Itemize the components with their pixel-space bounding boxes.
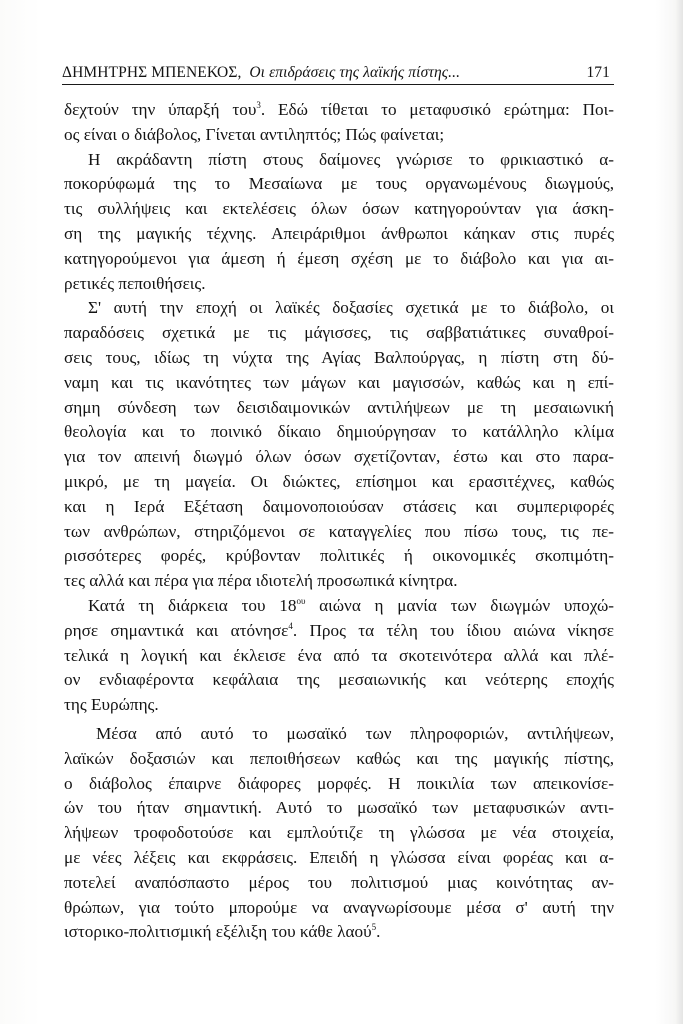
footnote-ref-4: 4 <box>288 620 293 631</box>
text-line: ρισσότερες φορές, κρύβονταν πολιτικές ή οικονομικές σκοπιμότη- <box>64 546 614 566</box>
text-line: με νέες λέξεις και εκφράσεις. Επειδή η γλώσσα είναι φορέας και α- <box>64 847 614 867</box>
text-line: παραδόσεις σχετικά με τις μάγισσες, τις σαββατιάτικες συναθροί- <box>64 323 614 343</box>
text-line: της Ευρώπης. <box>64 695 159 715</box>
text-line: Η ακράδαντη πίστη στους δαίμονες γνώρισε το φρικιαστικό α- <box>88 149 614 169</box>
text-line: λήψεων τροφοδοτούσε και εμπλούτιζε τη γλώσσα με νέα στοιχεία, <box>64 823 614 843</box>
paragraph-1 <box>64 98 614 148</box>
text-line: τελικά η λογική και έκλεισε ένα από τα σκοτεινότερα αλλά και πλέ- <box>64 645 614 665</box>
text-line: ον ενδιαφέροντα κεφάλαια της μεσαιωνικής και νεότερης εποχής <box>64 670 614 690</box>
text-line: Σ' αυτή την εποχή οι λαϊκές δοξασίες σχετικά με το διάβολο, οι <box>88 298 614 318</box>
text-line: ών του ήταν σημαντική. Αυτό το μωσαϊκό των μεταφυσικών αντι- <box>64 798 614 818</box>
text-line: θεολογία και το ποινικό δίκαιο δημιούργησαν το κατάλληλο κλίμα <box>64 422 614 442</box>
running-head-left <box>62 63 460 83</box>
paragraph-3 <box>64 296 614 594</box>
page-number: 171 <box>586 64 610 81</box>
header-author: ΔΗΜΗΤΡΗΣ ΜΠΕΝΕΚΟΣ, <box>62 64 242 81</box>
ordinal-superscript: ου <box>296 595 306 606</box>
text-line: λαϊκών δοξασιών και πεποιθήσεων καθώς και της μαγικής πίστης, <box>64 748 614 768</box>
footnote-ref-3: 3 <box>256 100 261 110</box>
text-line: Κατά τη διάρκεια του $18^{o\upsilon}$ αιώνα η μανία των διωγμών υποχώ- <box>88 595 614 615</box>
text-line: σεις τους, ιδίως τη νύχτα της Αγίας Βαλπούργας, η πίστη στη δύ- <box>64 347 614 367</box>
footnote-ref-5: 5 <box>371 922 377 933</box>
paragraph-5 <box>64 722 614 945</box>
page-edge-shadow <box>675 0 683 1024</box>
text-line: για τον απεινή διωγμό όλων όσων σχετίζονταν, έστω και στο παρα- <box>64 447 614 467</box>
text-line: των ανθρώπων, στηριζόμενοι σε καταγγελίες που πίσω τους, τις πε- <box>64 521 614 541</box>
paragraph-2 <box>64 148 614 297</box>
header-rule <box>62 84 614 85</box>
text-line: θρώπων, για τούτο μπορούμε να αναγνωρίσουμε μέσα σ' αυτή την <box>64 897 614 917</box>
text-line: ποτελεί αναπόσπαστο μέρος του πολιτισμού μιας κοινότητας αν- <box>64 872 614 892</box>
text-line: ρετικές πεποιθήσεις. <box>64 273 206 293</box>
text-line: τες αλλά και πέρα για πέρα ιδιοτελή προσωπικά κίνητρα. <box>64 571 458 591</box>
paragraph-4 <box>64 594 614 718</box>
running-head <box>62 63 614 85</box>
text-line: μικρό, με τη μαγεία. Οι διώκτες, επίσημοι και ερασιτέχνες, καθώς <box>64 471 614 491</box>
text-line: Μέσα από αυτό το μωσαϊκό των πληροφοριών, αντιλήψεων, <box>96 723 614 743</box>
text-line: ση της μαγικής τέχνης. Απειράριθμοι άνθρωποι κάηκαν στις πυρές <box>64 223 614 243</box>
text-line: ναμη και τις ικανότητες των μάγων και μαγισσών, καθώς και η επί- <box>64 372 614 392</box>
text-line: και η Ιερά Εξέταση δαιμονοποιούσαν στάσεις και συμπεριφορές <box>64 496 614 516</box>
text-line: ος είναι ο διάβολος, Γίνεται αντιληπτός; Πώς φαίνεται; <box>64 124 445 144</box>
text-line: σημη σύνδεση των δεισιδαιμονικών αντιλήψεων με τη μεσαιωνική <box>64 397 614 417</box>
text-line: δεχτούν την ύπαρξή του$^3$. Εδώ τίθεται το μεταφυσικό ερώτημα: Ποι- <box>64 100 614 119</box>
text-line: ρησε σημαντικά και ατόνησε$^4$. Προς τα τέλη του ίδιου αιώνα νίκησε <box>64 620 614 640</box>
text-line: ο διάβολος έπαιρνε διάφορες μορφές. Η ποικιλία των απεικονίσε- <box>64 773 614 793</box>
text-line: τις συλλήψεις και εκτελέσεις όλων όσων κατηγορούνταν για άσκη- <box>64 199 614 219</box>
text-line: ποκορύφωμά της το Μεσαίωνα με τους οργανωμένους διωγμούς, <box>64 174 614 194</box>
header-title: Οι επιδράσεις της λαϊκής πίστης... <box>249 64 461 81</box>
text-line: ιστορικο-πολιτισμική εξέλιξη του κάθε λαού$^5$. <box>64 922 381 942</box>
body-text <box>64 98 614 945</box>
text-line: κατηγορούμενοι για άμεση ή έμεση σχέση με το διάβολο και για αι- <box>64 248 614 268</box>
